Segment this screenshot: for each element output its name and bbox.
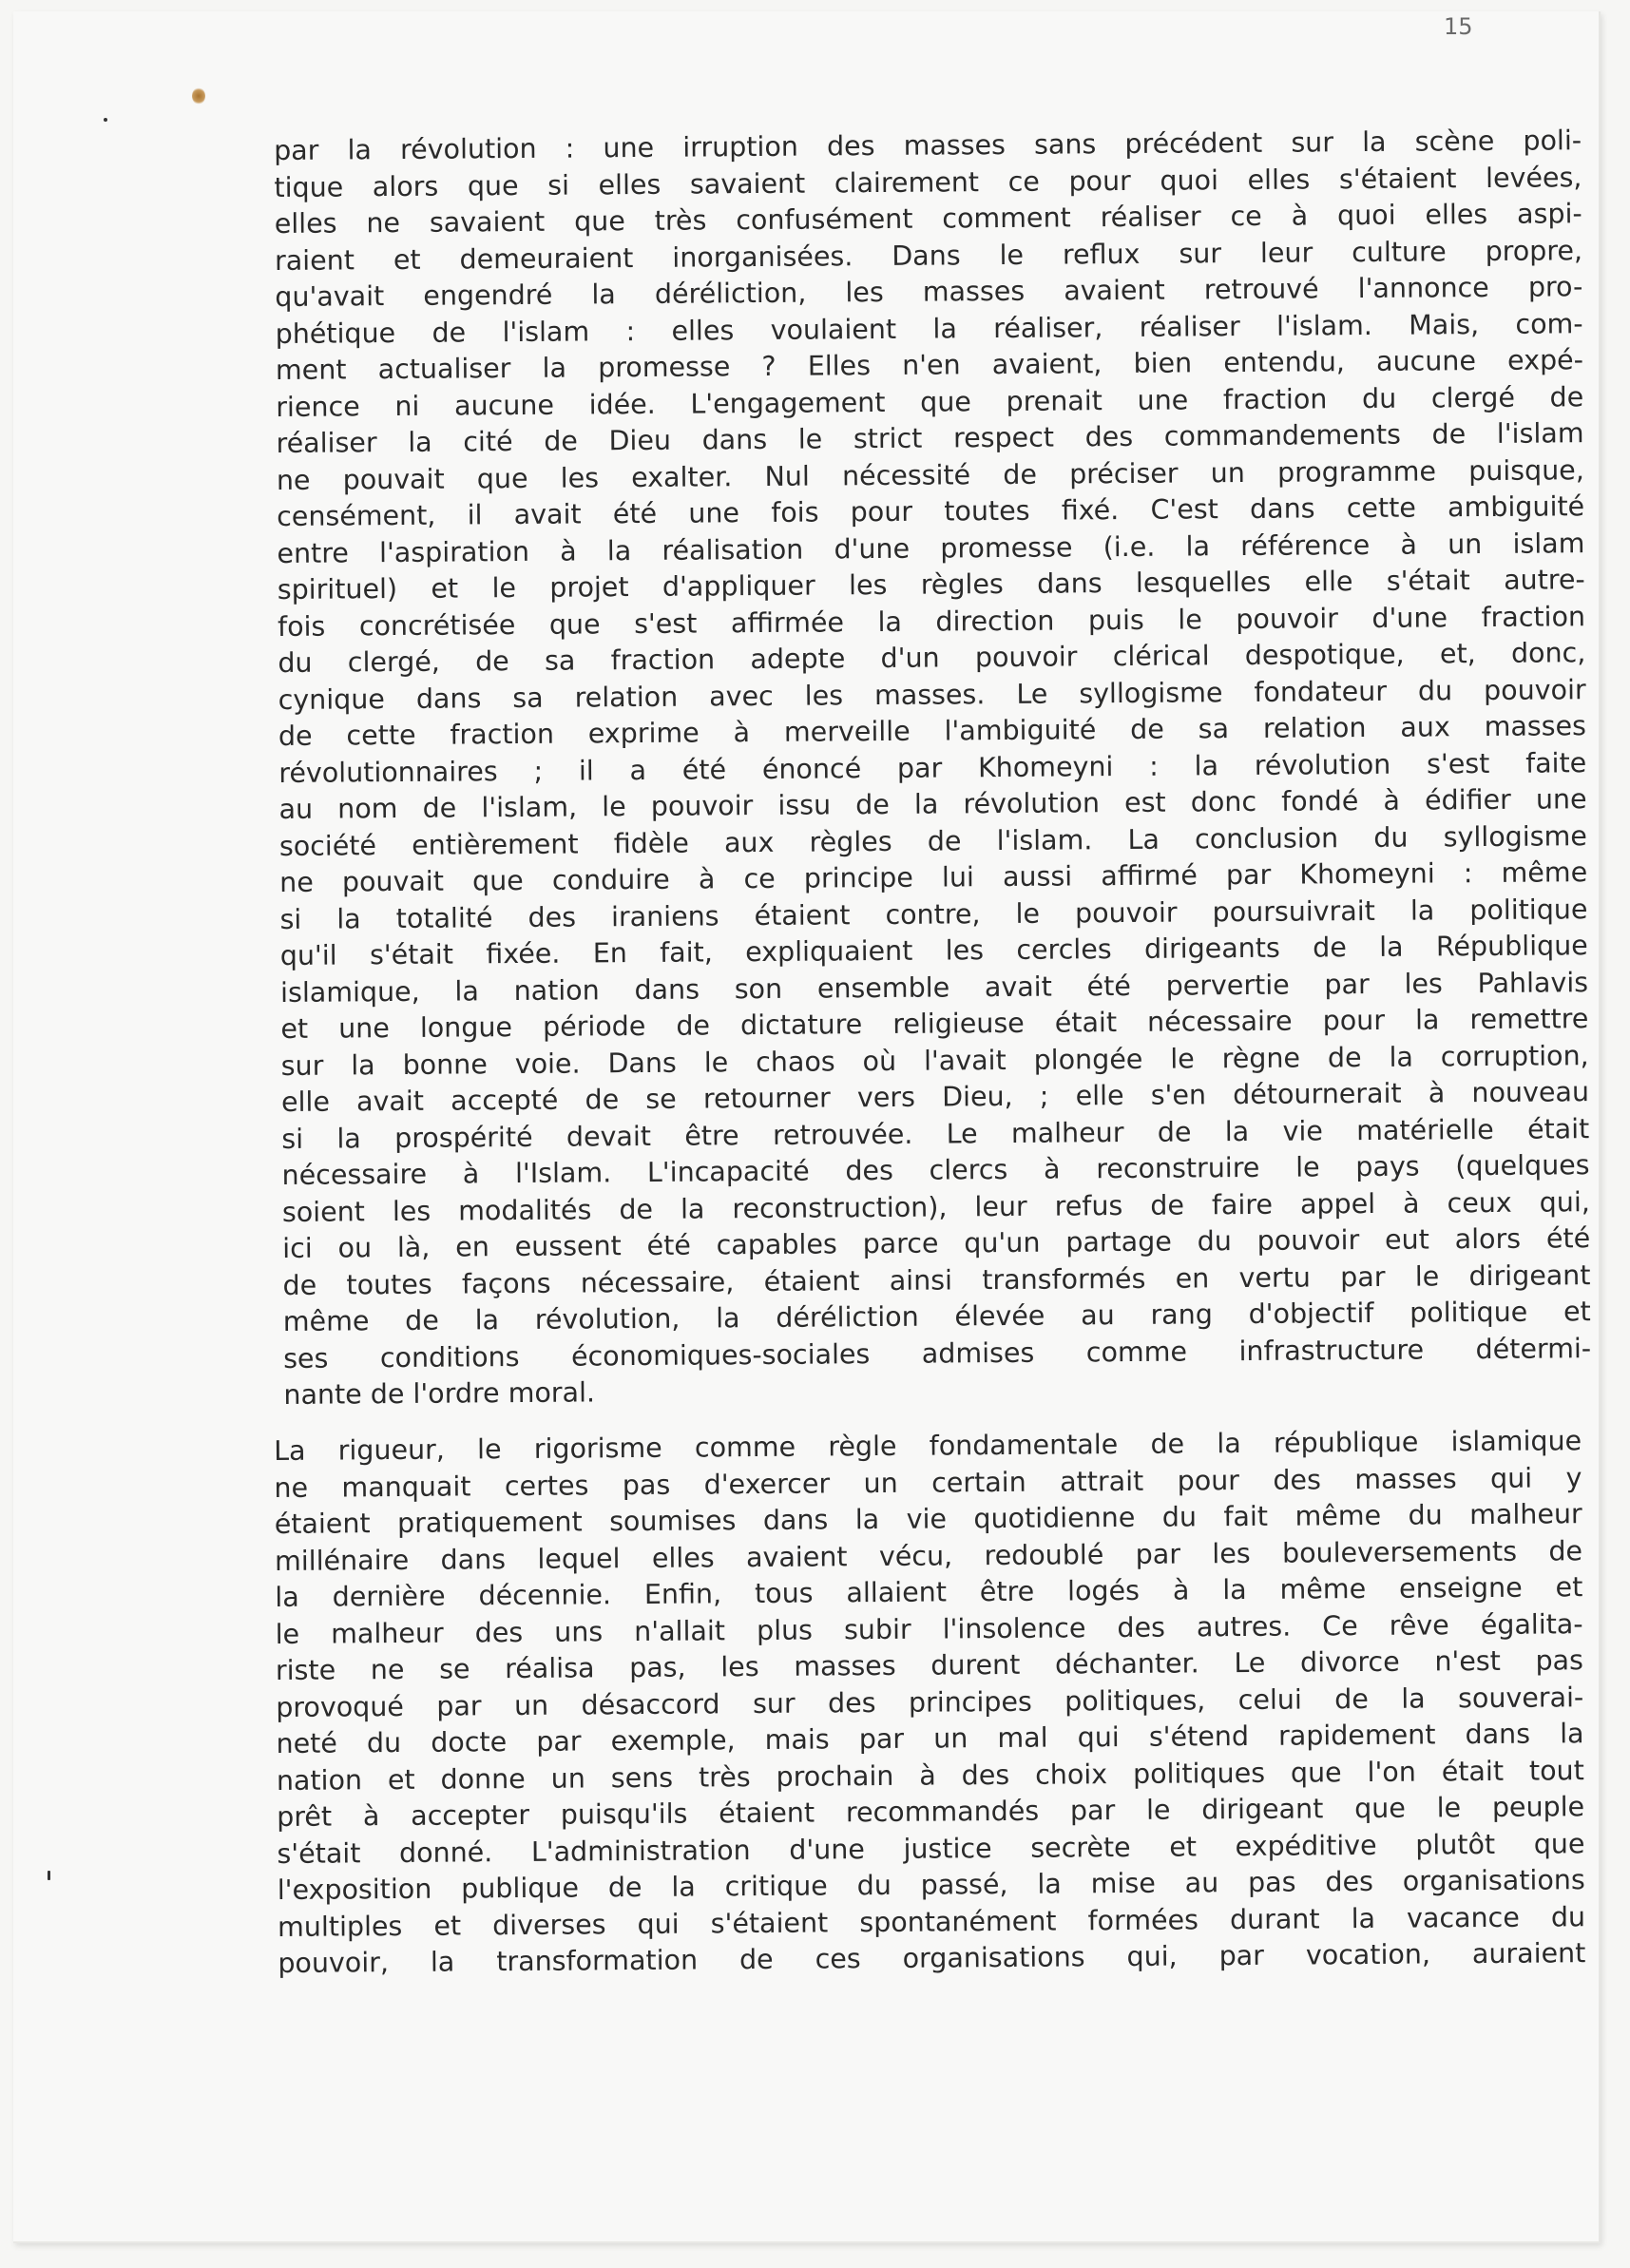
- text-line: qu'avait engendré la déréliction, les masses avaient retrouvé l'annonce pro-: [275, 271, 1583, 313]
- text-line: soient les modalités de la reconstruction), leur refus de faire appel à ceux qui,: [281, 1185, 1591, 1228]
- text-line: l'exposition publique de la critique du passé, la mise au pas des organisations: [277, 1864, 1585, 1906]
- text-line: même de la révolution, la déréliction élevée au rang d'objectif politique et: [282, 1296, 1591, 1337]
- text-line: nécessaire à l'Islam. L'incapacité des clercs à reconstruire le pays (quelques: [281, 1149, 1590, 1191]
- text-line: tique alors que si elles savaient clairement ce pour quoi elles s'étaient levées,: [274, 161, 1582, 203]
- paper-speck-mark: [48, 1871, 50, 1880]
- text-line: au nom de l'islam, le pouvoir issu de la révolution est donc fondé à édifier une: [278, 783, 1587, 825]
- text-line: spirituel) et le projet d'appliquer les règles dans lesquelles elle s'était autre-: [277, 564, 1585, 605]
- text-line: nante de l'ordre moral.: [283, 1376, 596, 1411]
- text-line: provoqué par un désaccord sur des principes politiques, celui de la souverai-: [276, 1681, 1584, 1723]
- text-line: censément, il avait été une fois pour toutes fixé. C'est dans cette ambiguité: [277, 490, 1585, 532]
- paragraph-1: [274, 123, 1592, 1413]
- text-line: fois concrétisée que s'est affirmée la direction puis le pouvoir d'une fraction: [277, 600, 1586, 643]
- text-line: ici ou là, en eussent été capables parce qu'un partage du pouvoir eut alors été: [282, 1222, 1591, 1264]
- text-line: la dernière décennie. Enfin, tous allaient être logés à la même enseigne et: [275, 1571, 1583, 1613]
- text-line: riste ne se réalisa pas, les masses durent déchanter. Le divorce n'est pas: [275, 1644, 1584, 1686]
- text-line: ne pouvait que conduire à ce principe lui aussi affirmé par Khomeyni : même: [279, 856, 1588, 898]
- text-line: elles ne savaient que très confusément comment réaliser ce à quoi elles aspi-: [274, 198, 1582, 240]
- text-line: pouvoir, la transformation de ces organisations qui, par vocation, auraient: [278, 1937, 1586, 1979]
- text-line: multiples et diverses qui s'étaient spontanément formées durant la vacance du: [277, 1900, 1586, 1943]
- paper-stain-mark: [192, 87, 205, 105]
- text-line: ne manquait certes pas d'exercer un certain attrait pour des masses qui y: [274, 1461, 1582, 1504]
- text-line: neté du docte par exemple, mais par un mal qui s'étend rapidement dans la: [276, 1718, 1584, 1759]
- text-line: La rigueur, le rigorisme comme règle fondamentale de la république islamique: [274, 1425, 1582, 1467]
- text-line: islamique, la nation dans son ensemble avait été pervertie par les Pahlavis: [279, 966, 1589, 1009]
- text-line: qu'il s'était fixée. En fait, expliquaient les cercles dirigeants de la République: [279, 930, 1588, 971]
- text-line: si la totalité des iraniens étaient contre, le pouvoir poursuivrait la politique: [279, 893, 1588, 935]
- text-line: ne pouvait que les exalter. Nul nécessité de préciser un programme puisque,: [276, 453, 1584, 496]
- text-line: nation et donne un sens très prochain à des choix politiques que l'on était tout: [276, 1754, 1584, 1797]
- text-line: par la révolution : une irruption des masses sans précédent sur la scène poli-: [274, 125, 1582, 166]
- text-line: sur la bonne voie. Dans le chaos où l'avait plongée le règne de la corruption,: [280, 1039, 1589, 1082]
- page-number: 15: [1444, 13, 1473, 40]
- text-line: de cette fraction exprime à merveille l'ambiguité de sa relation aux masses: [278, 710, 1587, 752]
- text-line: société entièrement fidèle aux règles de l'islam. La conclusion du syllogisme: [278, 819, 1587, 862]
- text-line: millénaire dans lequel elles avaient vécu, redoublé par les bouleversements de: [274, 1534, 1583, 1577]
- text-line: étaient pratiquement soumises dans la vie quotidienne du fait même du malheur: [274, 1498, 1582, 1540]
- paper-speck-mark: [104, 118, 107, 122]
- text-line: s'était donné. L'administration d'une justice secrète et expéditive plutôt que: [277, 1827, 1585, 1870]
- text-line: si la prospérité devait être retrouvée. Le malheur de la vie matérielle était: [281, 1112, 1590, 1155]
- text-line: révolutionnaires ; il a été énoncé par Khomeyni : la révolution s'est faite: [278, 746, 1587, 789]
- text-line: raient et demeuraient inorganisées. Dans le reflux sur leur culture propre,: [274, 234, 1583, 277]
- text-line: cynique dans sa relation avec les masses. Le syllogisme fondateur du pouvoir: [278, 673, 1586, 716]
- text-line: ment actualiser la promesse ? Elles n'en avaient, bien entendu, aucune expé-: [275, 344, 1584, 386]
- text-line: de toutes façons nécessaire, étaient ainsi transformés en vertu par le dirigeant: [282, 1259, 1591, 1301]
- text-line: rience ni aucune idée. L'engagement que prenait une fraction du clergé de: [276, 380, 1584, 423]
- text-line: et une longue période de dictature religieuse était nécessaire pour la remettre: [280, 1003, 1589, 1045]
- text-line: le malheur des uns n'allait plus subir l'insolence des autres. Ce rêve égalita-: [275, 1607, 1583, 1650]
- text-line: elle avait accepté de se retourner vers Dieu, ; elle s'en détournerait à nouveau: [280, 1076, 1590, 1118]
- text-line: phétique de l'islam : elles voulaient la réaliser, réaliser l'islam. Mais, com-: [275, 307, 1583, 350]
- paragraph-2: [274, 1423, 1585, 1982]
- text-line: prêt à accepter puisqu'ils étaient recommandés par le dirigeant que le peuple: [277, 1791, 1585, 1833]
- text-line: réaliser la cité de Dieu dans le strict respect des commandements de l'islam: [276, 417, 1584, 459]
- text-line: entre l'aspiration à la réalisation d'une promesse (i.e. la référence à un islam: [277, 527, 1585, 569]
- text-line: ses conditions économiques-sociales admises comme infrastructure détermi-: [282, 1332, 1592, 1374]
- text-line: du clergé, de sa fraction adepte d'un pouvoir clérical despotique, et, donc,: [278, 637, 1586, 679]
